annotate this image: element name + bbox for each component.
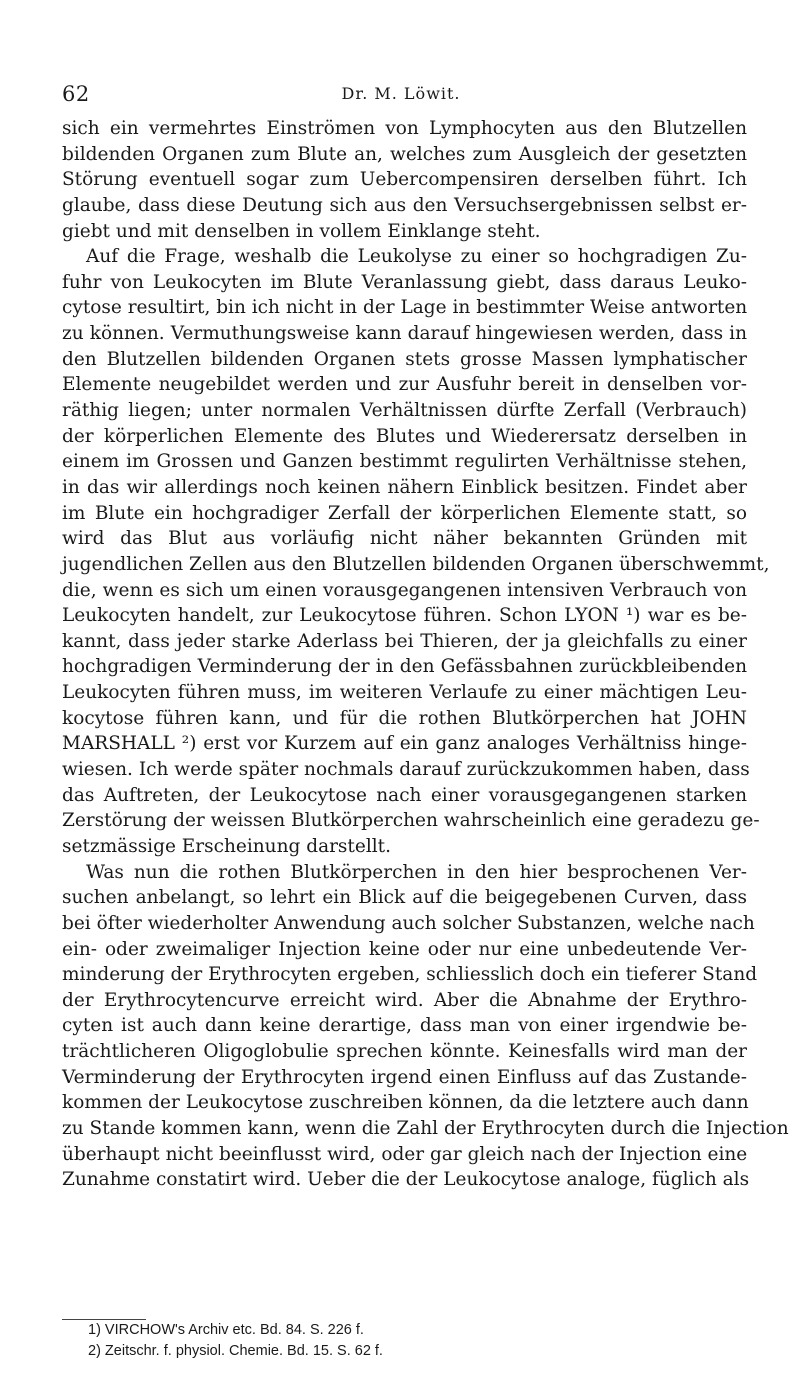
text-line: sich ein vermehrtes Einströmen von Lymphocyten aus den Blutzellen — [62, 118, 747, 139]
text-line: suchen anbelangt, so lehrt ein Blick auf die beigegebenen Curven, dass — [62, 887, 747, 909]
text-line: hochgradigen Verminderung der in den Gefässbahnen zurückbleibenden — [62, 656, 747, 678]
running-head: Dr. M. Löwit. — [341, 84, 461, 103]
body-text — [62, 116, 789, 1193]
text-line: Elemente neugebildet werden und zur Ausfuhr bereit in denselben vor- — [62, 374, 747, 396]
text-line: ein- oder zweimaliger Injection keine oder nur eine unbedeutende Ver- — [62, 938, 747, 960]
text-line: fuhr von Leukocyten im Blute Veranlassung giebt, dass daraus Leuko- — [62, 271, 747, 293]
text-line: wiesen. Ich werde später nochmals darauf zurückzukommen haben, dass — [62, 759, 750, 781]
text-line: glaube, dass diese Deutung sich aus den Versuchsergebnissen selbst er- — [62, 194, 747, 216]
text-line: wird das Blut aus vorläufig nicht näher bekannten Gründen mit — [62, 528, 747, 550]
text-line: cytose resultirt, bin ich nicht in der Lage in bestimmter Weise antworten — [62, 297, 748, 319]
text-line: Leukocyten führen muss, im weiteren Verlaufe zu einer mächtigen Leu- — [62, 682, 747, 704]
text-line: Verminderung der Erythrocyten irgend einen Einfluss auf das Zustande- — [62, 1066, 747, 1088]
text-line: trächtlicheren Oligoglobulie sprechen könnte. Keinesfalls wird man der — [62, 1041, 747, 1063]
text-line: die, wenn es sich um einen vorausgegangenen intensiven Verbrauch von — [62, 579, 747, 601]
text-line: giebt und mit denselben in vollem Einklange steht. — [62, 220, 541, 242]
text-line: cyten ist auch dann keine derartige, dass man von einer irgendwie be- — [62, 1015, 747, 1037]
text-line: in das wir allerdings noch keinen nähern Einblick besitzen. Findet aber — [62, 476, 747, 498]
text-line: Was nun die rothen Blutkörperchen in den hier besprochenen Ver- — [86, 861, 747, 883]
text-line: im Blute ein hochgradiger Zerfall der körperlichen Elemente statt, so — [62, 502, 747, 524]
text-line: überhaupt nicht beeinflusst wird, oder gar gleich nach der Injection eine — [62, 1143, 748, 1165]
text-line: Störung eventuell sogar zum Uebercompensiren derselben führt. Ich — [62, 169, 747, 191]
text-line: der Erythrocytencurve erreicht wird. Aber die Abnahme der Erythro- — [62, 989, 747, 1011]
text-line: minderung der Erythrocyten ergeben, schliesslich doch ein tieferer Stand — [62, 964, 758, 986]
text-line: Auf die Frage, weshalb die Leukolyse zu einer so hochgradigen Zu- — [86, 246, 747, 268]
text-line: einem im Grossen und Ganzen bestimmt regulirten Verhältnisse stehen, — [62, 451, 747, 473]
text-line: kommen der Leukocytose zuschreiben können, da die letztere auch dann — [62, 1092, 749, 1114]
page-header — [62, 82, 740, 108]
text-line: bei öfter wiederholter Anwendung auch solcher Substanzen, welche nach — [62, 912, 755, 934]
text-line: zu können. Vermuthungsweise kann darauf hingewiesen werden, dass in — [62, 323, 747, 345]
text-line: kocytose führen kann, und für die rothen Blutkörperchen hat JOHN — [62, 707, 747, 729]
text-line: räthig liegen; unter normalen Verhältnissen dürfte Zerfall (Verbrauch) — [62, 400, 747, 422]
text-line: das Auftreten, der Leukocytose nach einer vorausgegangenen starken — [62, 784, 747, 806]
text-line: Zerstörung der weissen Blutkörperchen wahrscheinlich eine geradezu ge- — [62, 810, 760, 832]
footnote: 2) Zeitschr. f. physiol. Chemie. Bd. 15. S. 62 f. — [88, 1343, 383, 1359]
text-line: zu Stande kommen kann, wenn die Zahl der Erythrocyten durch die Injection — [62, 1117, 789, 1139]
text-line: kannt, dass jeder starke Aderlass bei Thieren, der ja gleichfalls zu einer — [62, 630, 747, 652]
text-line: der körperlichen Elemente des Blutes und Wiederersatz derselben in — [62, 425, 747, 447]
footnotes — [88, 1320, 728, 1362]
footnote: 1) VIRCHOW's Archiv etc. Bd. 84. S. 226 f. — [88, 1322, 364, 1338]
page-number: 62 — [62, 82, 90, 106]
text-line: den Blutzellen bildenden Organen stets grosse Massen lymphatischer — [62, 348, 747, 370]
text-line: bildenden Organen zum Blute an, welches zum Ausgleich der gesetzten — [62, 143, 747, 165]
text-line: setzmässige Erscheinung darstellt. — [62, 835, 391, 857]
text-line: Zunahme constatirt wird. Ueber die der Leukocytose analoge, füglich als — [62, 1169, 750, 1191]
text-line: Leukocyten handelt, zur Leukocytose führen. Schon LYON ¹) war es be- — [62, 605, 747, 627]
text-line: MARSHALL ²) erst vor Kurzem auf ein ganz analoges Verhältniss hinge- — [62, 733, 747, 755]
text-line: jugendlichen Zellen aus den Blutzellen bildenden Organen überschwemmt, — [62, 553, 770, 575]
